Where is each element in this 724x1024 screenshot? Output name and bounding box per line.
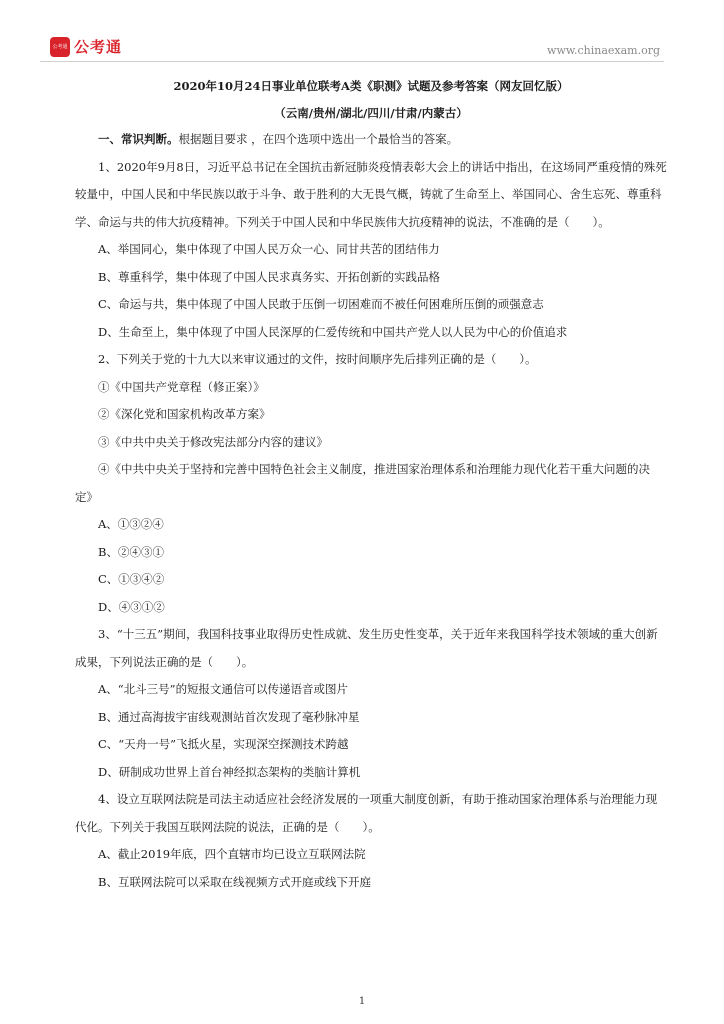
question-1-option-a: A、举国同心，集中体现了中国人民万众一心、同甘共苦的团结伟力: [98, 242, 440, 256]
question-2-stem: 2、下列关于党的十九大以来审议通过的文件，按时间顺序先后排列正确的是（ ）。: [98, 352, 537, 366]
question-2-item-3: ③《中共中央关于修改宪法部分内容的建议》: [98, 434, 328, 449]
question-2-option-d: D、④③①②: [98, 599, 165, 614]
page-number: 1: [358, 996, 366, 1007]
brand-logo[interactable]: [50, 36, 122, 57]
question-2-option-c: C、①③④②: [98, 572, 165, 586]
question-2-item-2: ②《深化党和国家机构改革方案》: [98, 407, 271, 421]
question-3-option-c: C、“天舟一号”飞抵火星，实现深空探测技术跨越: [98, 737, 349, 751]
question-4-option-b: B、互联网法院可以采取在线视频方式开庭或线下开庭: [98, 874, 371, 889]
section-heading: [75, 126, 667, 154]
question-1-option-d: D、生命至上，集中体现了中国人民深厚的仁爱传统和中国共产党人以人民为中心的价值追求: [98, 324, 568, 339]
question-2-item-1: ①《中国共产党章程（修正案）》: [98, 379, 265, 394]
question-3-option-b: B、通过高海拔宇宙线观测站首次发现了毫秒脉冲星: [98, 709, 360, 724]
document-body: [75, 76, 667, 896]
question-2-option-b: B、②④③①: [98, 544, 164, 559]
logo-badge-icon: 公考通: [50, 37, 70, 57]
question-3-option-d: D、研制成功世界上首台神经拟态架构的类脑计算机: [98, 764, 361, 779]
section-instruction: 根据题目要求 ，在四个选项中选出一个最恰当的答案。: [178, 132, 459, 146]
question-2-option-a: A、①③②④: [98, 517, 164, 531]
question-4-option-a: A、截止2019年底，四个直辖市均已设立互联网法院: [98, 847, 366, 861]
question-3-stem: 3、“十三五”期间，我国科技事业取得历史性成就、发生历史性变革，关于近年来我国科学技术领域的重大创新成果，下列说法正确的是（ ）。: [75, 627, 658, 669]
document-subtitle: （云南/贵州/湖北/四川/甘肃/内蒙古）: [274, 106, 468, 120]
page-header: [40, 34, 664, 62]
document-title: 2020年10月24日事业单位联考A类《职测》试题及参考答案（网友回忆版）: [173, 79, 569, 93]
section-title: 一、常识判断。: [98, 132, 179, 146]
logo-text: 公考通: [74, 38, 123, 56]
header-divider: [40, 61, 664, 62]
question-1-option-b: B、尊重科学，集中体现了中国人民求真务实、开拓创新的实践品格: [98, 269, 440, 284]
question-3-option-a: A、“北斗三号”的短报文通信可以传递语音或图片: [98, 682, 349, 696]
question-2-item-4: ④《中共中央关于坚持和完善中国特色社会主义制度，推进国家治理体系和治理能力现代化若干重大问题的决定》: [75, 462, 650, 504]
site-url-link[interactable]: www.chinaexam.org: [547, 44, 660, 57]
question-1-stem: 1、2020年9月8日，习近平总书记在全国抗击新冠肺炎疫情表彰大会上的讲话中指出，在这场同严重疫情的殊死较量中，中国人民和中华民族以敢于斗争、敢于胜利的大无畏气概，铸就了生命至上、举国同心、舍生忘死、尊重科学、命运与共的伟大抗疫精神。下列关于中国人民和中华民族伟大抗疫精神的说法，不准确的是（ ）。: [75, 159, 667, 229]
question-4-stem: 4、设立互联网法院是司法主动适应社会经济发展的一项重大制度创新，有助于推动国家治理体系与治理能力现代化。下列关于我国互联网法院的说法，正确的是（ ）。: [75, 792, 658, 834]
question-1-option-c: C、命运与共，集中体现了中国人民敢于压倒一切困难而不被任何困难所压倒的顽强意志: [98, 297, 544, 311]
